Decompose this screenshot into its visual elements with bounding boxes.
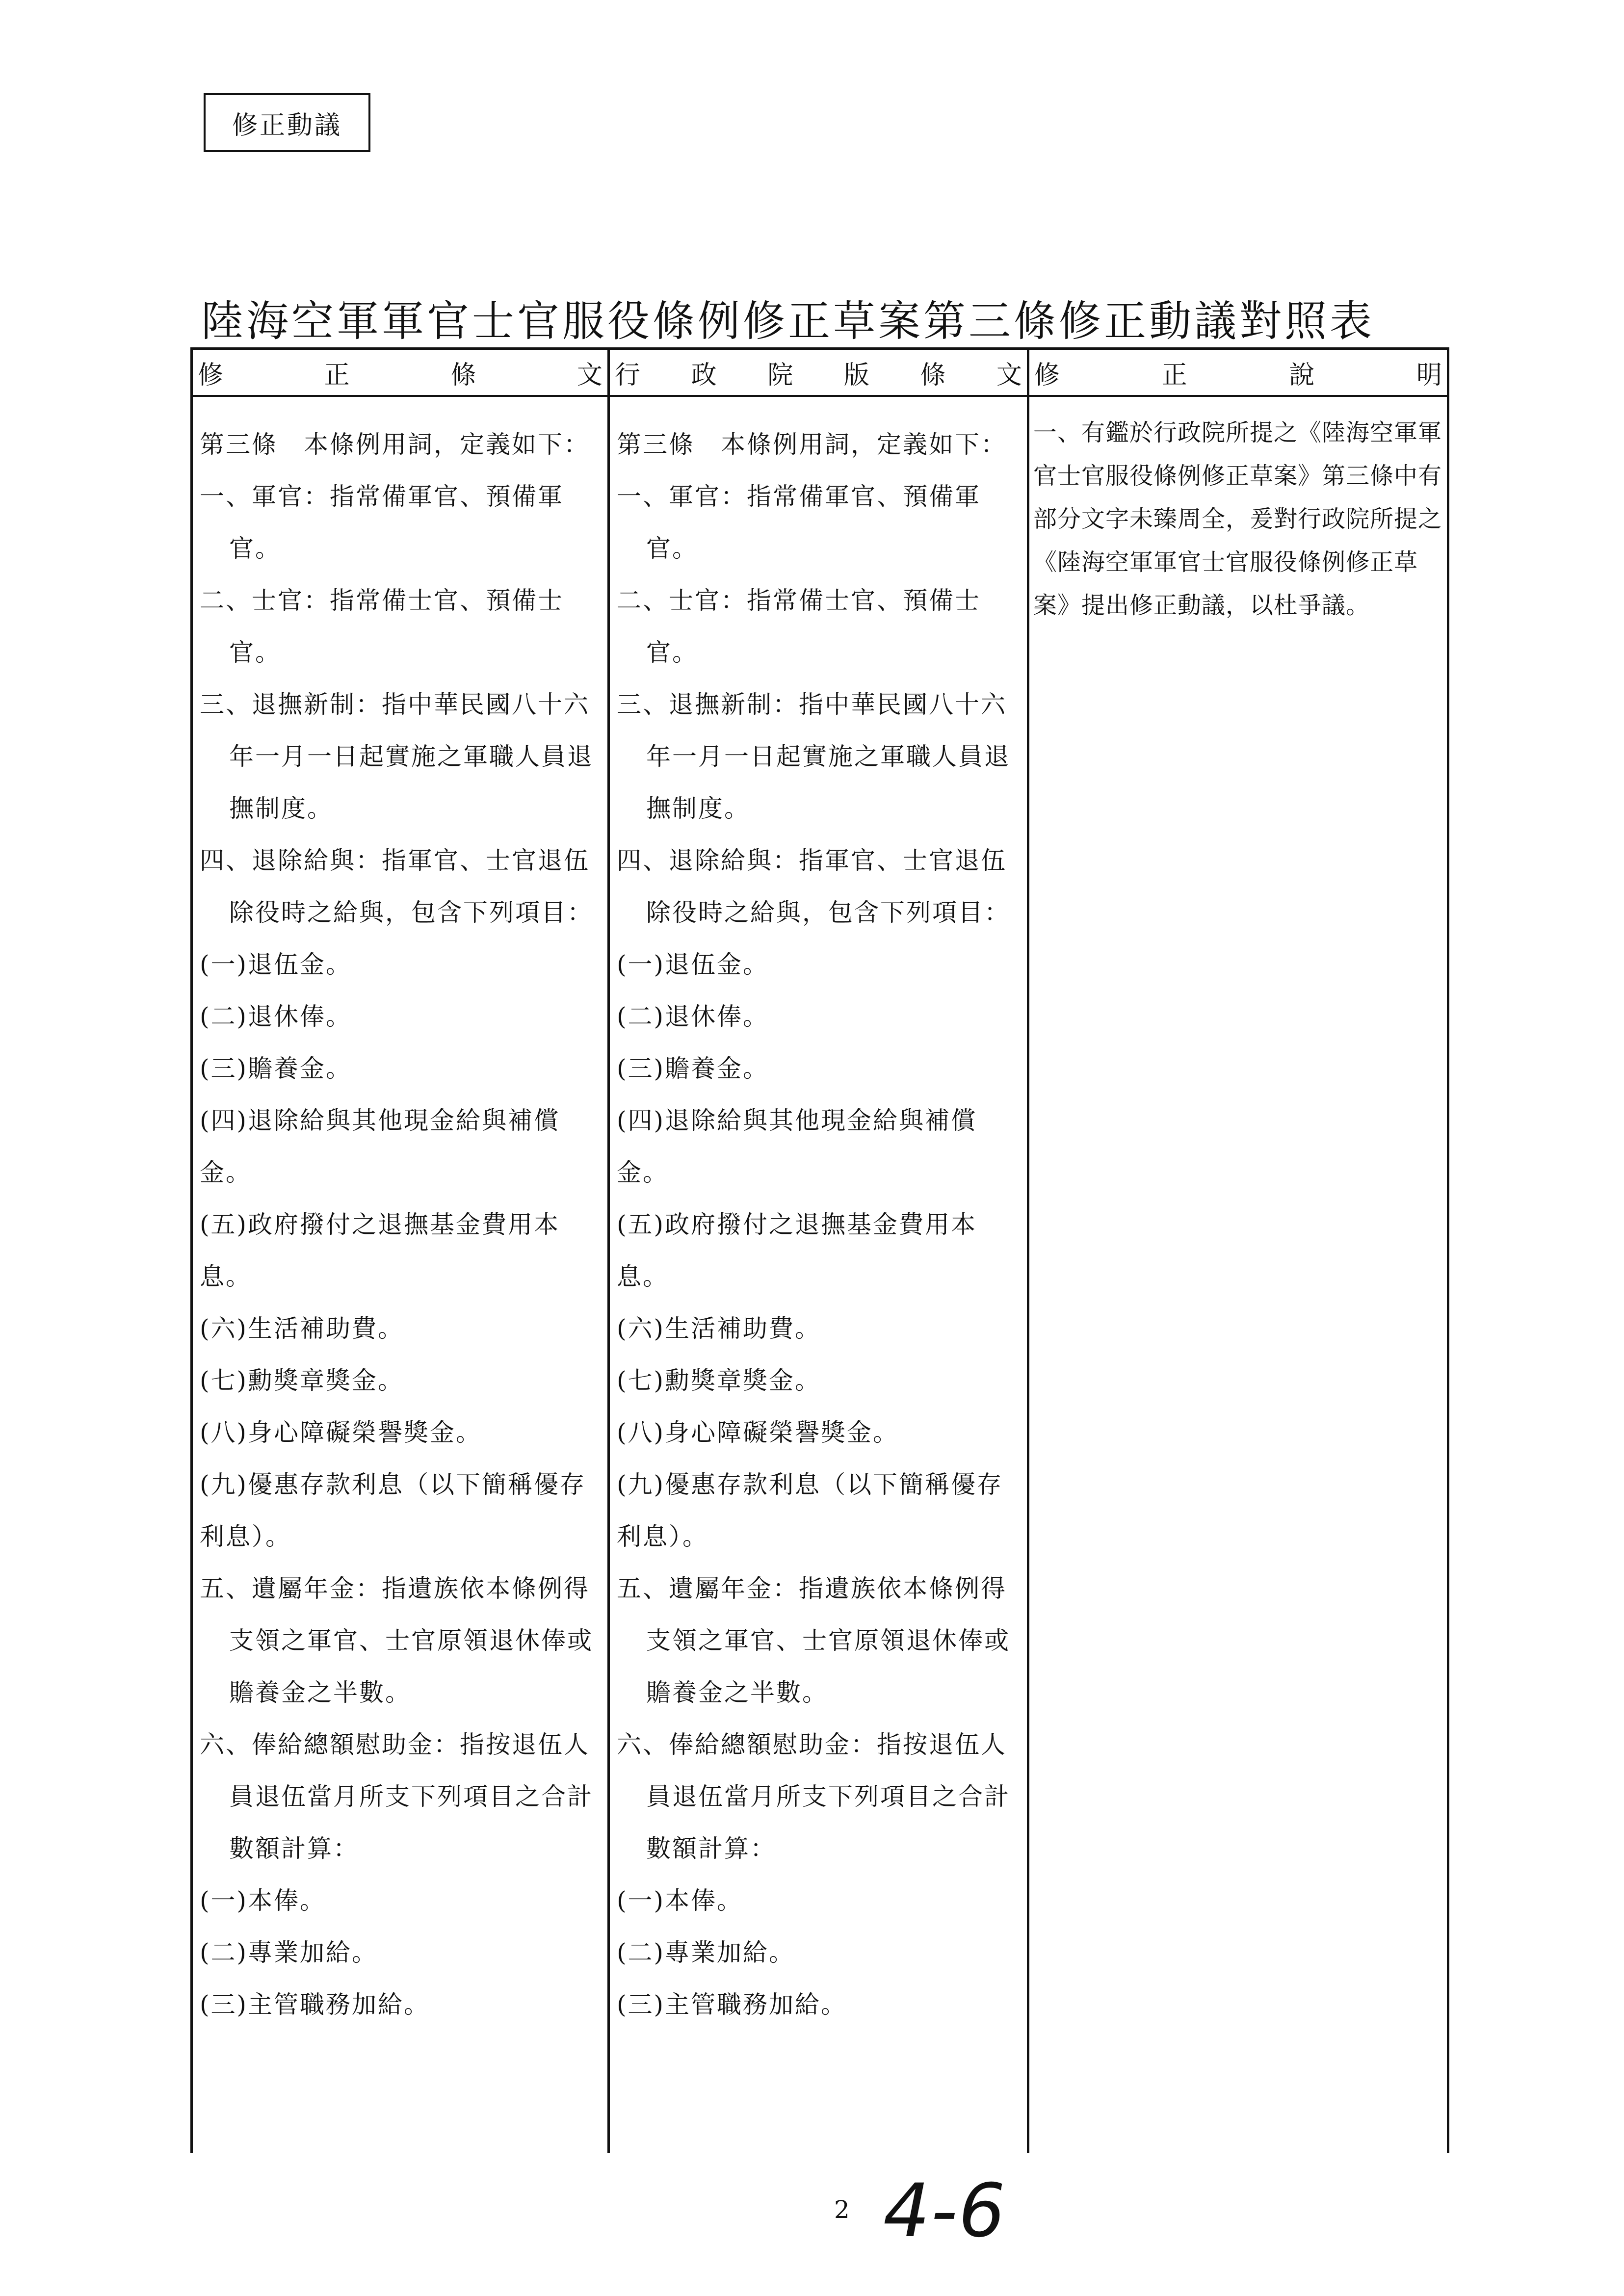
clause-line: 五、遺屬年金：指遺族依本條例得支領之軍官、士官原領退休俸或贍養金之半數。 — [200, 1574, 593, 1707]
header-char: 修 — [198, 360, 224, 390]
clause-line: (一)本俸。 — [617, 1886, 743, 1915]
clause-line: (七)勳獎章獎金。 — [200, 1366, 404, 1395]
clause-line: 第三條 本條例用詞，定義如下： — [617, 430, 1007, 459]
clause-line: (八)身心障礙榮譽獎金。 — [200, 1418, 482, 1447]
header-divider — [193, 395, 1447, 397]
clause-line: 六、俸給總額慰助金：指按退伍人員退伍當月所支下列項目之合計數額計算： — [617, 1730, 1010, 1863]
header-char: 版 — [843, 360, 869, 390]
clause-line: (一)本俸。 — [200, 1886, 326, 1915]
header-char: 文 — [576, 360, 602, 390]
header-char: 政 — [691, 360, 717, 390]
clause-line: (六)生活補助費。 — [200, 1314, 404, 1343]
page-number: 2 — [834, 2195, 850, 2224]
clause-line: (三)主管職務加給。 — [617, 1990, 847, 2019]
clause-line: (一)退伍金。 — [617, 950, 769, 979]
clause-line: (九)優惠存款利息（以下簡稱優存利息）。 — [200, 1470, 586, 1551]
header-revised-text — [193, 350, 607, 395]
clause-line: (三)贍養金。 — [617, 1054, 769, 1083]
clause-line: (二)專業加給。 — [617, 1938, 795, 1967]
clause-line: 一、軍官：指常備軍官、預備軍官。 — [200, 482, 564, 563]
clause-line: 五、遺屬年金：指遺族依本條例得支領之軍官、士官原領退休俸或贍養金之半數。 — [617, 1574, 1010, 1707]
header-char: 條 — [920, 360, 946, 390]
clause-line: 二、士官：指常備士官、預備士官。 — [200, 586, 564, 667]
clause-line: 四、退除給與：指軍官、士官退伍除役時之給與，包含下列項目： — [617, 846, 1010, 927]
clause-line: 三、退撫新制：指中華民國八十六年一月一日起實施之軍職人員退撫制度。 — [617, 690, 1010, 823]
clause-line: (五)政府撥付之退撫基金費用本息。 — [617, 1210, 977, 1291]
header-char: 文 — [996, 360, 1022, 390]
clause-line: (九)優惠存款利息（以下簡稱優存利息）。 — [617, 1470, 1003, 1551]
header-char: 說 — [1289, 360, 1315, 390]
clause-line: (四)退除給與其他現金給與補償金。 — [617, 1106, 977, 1187]
header-char: 院 — [767, 360, 793, 390]
executive-text-column — [610, 418, 1027, 2031]
clause-line: (六)生活補助費。 — [617, 1314, 821, 1343]
clause-line: (五)政府撥付之退撫基金費用本息。 — [200, 1210, 560, 1291]
clause-line: (二)退休俸。 — [617, 1002, 769, 1031]
clause-line: 三、退撫新制：指中華民國八十六年一月一日起實施之軍職人員退撫制度。 — [200, 690, 593, 823]
clause-line: (四)退除給與其他現金給與補償金。 — [200, 1106, 560, 1187]
clause-line: (二)退休俸。 — [200, 1002, 352, 1031]
clause-line: (一)退伍金。 — [200, 950, 352, 979]
header-explanation — [1029, 350, 1447, 395]
header-char: 明 — [1416, 360, 1442, 390]
header-char: 修 — [1034, 360, 1060, 390]
explanation-text: 一、有鑑於行政院所提之《陸海空軍軍官士官服役條例修正草案》第三條中有部分文字未臻周全，爰對行政院所提之《陸海空軍軍官士官服役條例修正草案》提出修正動議，以杜爭議。 — [1033, 419, 1442, 619]
header-char: 行 — [615, 360, 641, 390]
header-char: 條 — [450, 360, 476, 390]
clause-line: 第三條 本條例用詞，定義如下： — [200, 430, 590, 459]
document-title: 陸海空軍軍官士官服役條例修正草案第三條修正動議對照表 — [201, 297, 1375, 346]
motion-label: 修正動議 — [232, 110, 342, 140]
header-char: 正 — [1161, 360, 1187, 390]
clause-line: 二、士官：指常備士官、預備士官。 — [617, 586, 981, 667]
revised-text-column — [193, 418, 607, 2031]
clause-line: 四、退除給與：指軍官、士官退伍除役時之給與，包含下列項目： — [200, 846, 593, 927]
comparison-table — [190, 347, 1449, 2153]
header-executive-text — [610, 350, 1027, 395]
clause-line: (三)贍養金。 — [200, 1054, 352, 1083]
clause-line: 六、俸給總額慰助金：指按退伍人員退伍當月所支下列項目之合計數額計算： — [200, 1730, 593, 1863]
clause-line: (二)專業加給。 — [200, 1938, 378, 1967]
explanation-column — [1029, 411, 1447, 627]
clause-line: (七)勳獎章獎金。 — [617, 1366, 821, 1395]
clause-line: 一、軍官：指常備軍官、預備軍官。 — [617, 482, 981, 563]
clause-line: (三)主管職務加給。 — [200, 1990, 430, 2019]
header-char: 正 — [324, 360, 350, 390]
motion-label-box — [204, 93, 370, 152]
handwritten-mark: 4-6 — [883, 2168, 1006, 2254]
clause-line: (八)身心障礙榮譽獎金。 — [617, 1418, 899, 1447]
